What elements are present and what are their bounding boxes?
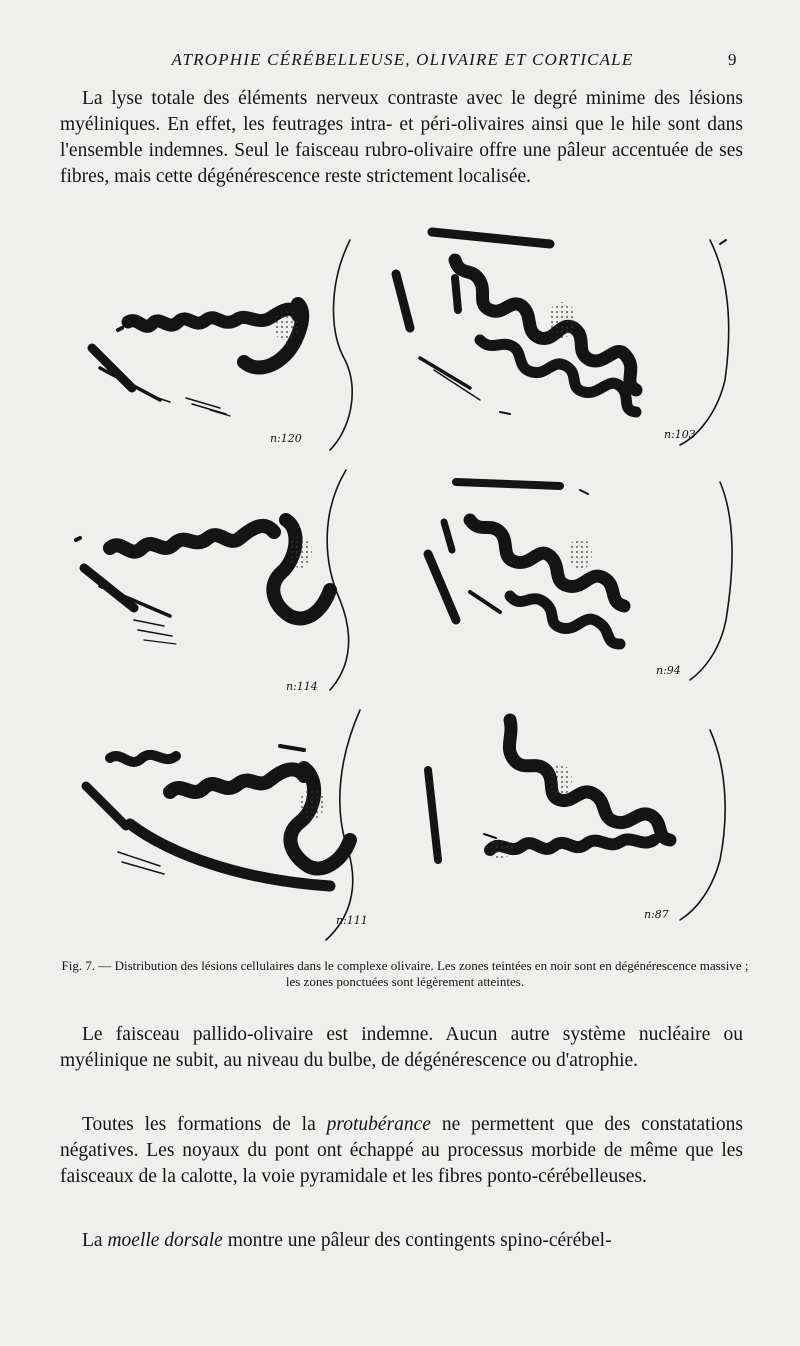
label-n103: n:103 — [664, 428, 696, 441]
p4-text-before: La — [82, 1230, 108, 1251]
p3-italic-term: protubérance — [326, 1114, 431, 1135]
label-n120: n:120 — [270, 432, 302, 445]
p3-text-after: ne permettent que des constatations négatives. Les noyaux du pont ont échappé au processus morbide de même que les faisceaux de la calotte, la voie pyramidale et les fibres ponto-cérébelleuses. — [60, 1114, 743, 1187]
paragraph-moelle-dorsale — [60, 1228, 743, 1254]
olive-drawings — [60, 220, 750, 960]
paragraph-protuberance — [60, 1112, 743, 1190]
olive-section-87 — [428, 720, 725, 920]
figure-olivary-sections — [60, 220, 750, 960]
olive-section-114 — [76, 470, 349, 690]
p4-italic-term: moelle dorsale — [107, 1230, 223, 1251]
paragraph-olivary-lysis: La lyse totale des éléments nerveux contraste avec le degré minime des lésions myéliniques. En effet, les feutrages intra- et péri-olivaires ainsi que le hile sont dans l'ensemble indemnes. Seul le faisceau rubro-olivaire offre une pâleur accentuée de ses fibres, mais cette dégénérescence reste strictement localisée. — [60, 88, 743, 187]
figure-caption — [60, 958, 750, 990]
label-n94: n:94 — [656, 664, 681, 677]
figure-caption-text: Distribution des lésions cellulaires dans le complexe olivaire. Les zones teintées en noir sont en dégénérescence massive ; les zones ponctuées sont légèrement atteintes. — [114, 958, 749, 989]
olive-section-111 — [86, 710, 360, 940]
paragraph-pallido-olivary: Le faisceau pallido-olivaire est indemne. Aucun autre système nucléaire ou myélinique ne subit, au niveau du bulbe, de dégénérescence ou d'atrophie. — [60, 1024, 743, 1071]
running-head: ATROPHIE CÉRÉBELLEUSE, OLIVAIRE ET CORTICALE — [171, 50, 634, 69]
olive-section-94 — [428, 482, 732, 680]
label-n87: n:87 — [644, 908, 669, 921]
olive-section-120 — [92, 240, 352, 450]
label-n111: n:111 — [336, 914, 368, 927]
p4-text-after: montre une pâleur des contingents spino-cérébel- — [222, 1230, 612, 1251]
page-number: 9 — [728, 50, 737, 69]
label-n114: n:114 — [286, 680, 318, 693]
p3-text-before: Toutes les formations de la — [82, 1114, 327, 1135]
olive-section-103 — [396, 232, 729, 445]
figure-caption-label: Fig. 7. — — [61, 958, 112, 973]
